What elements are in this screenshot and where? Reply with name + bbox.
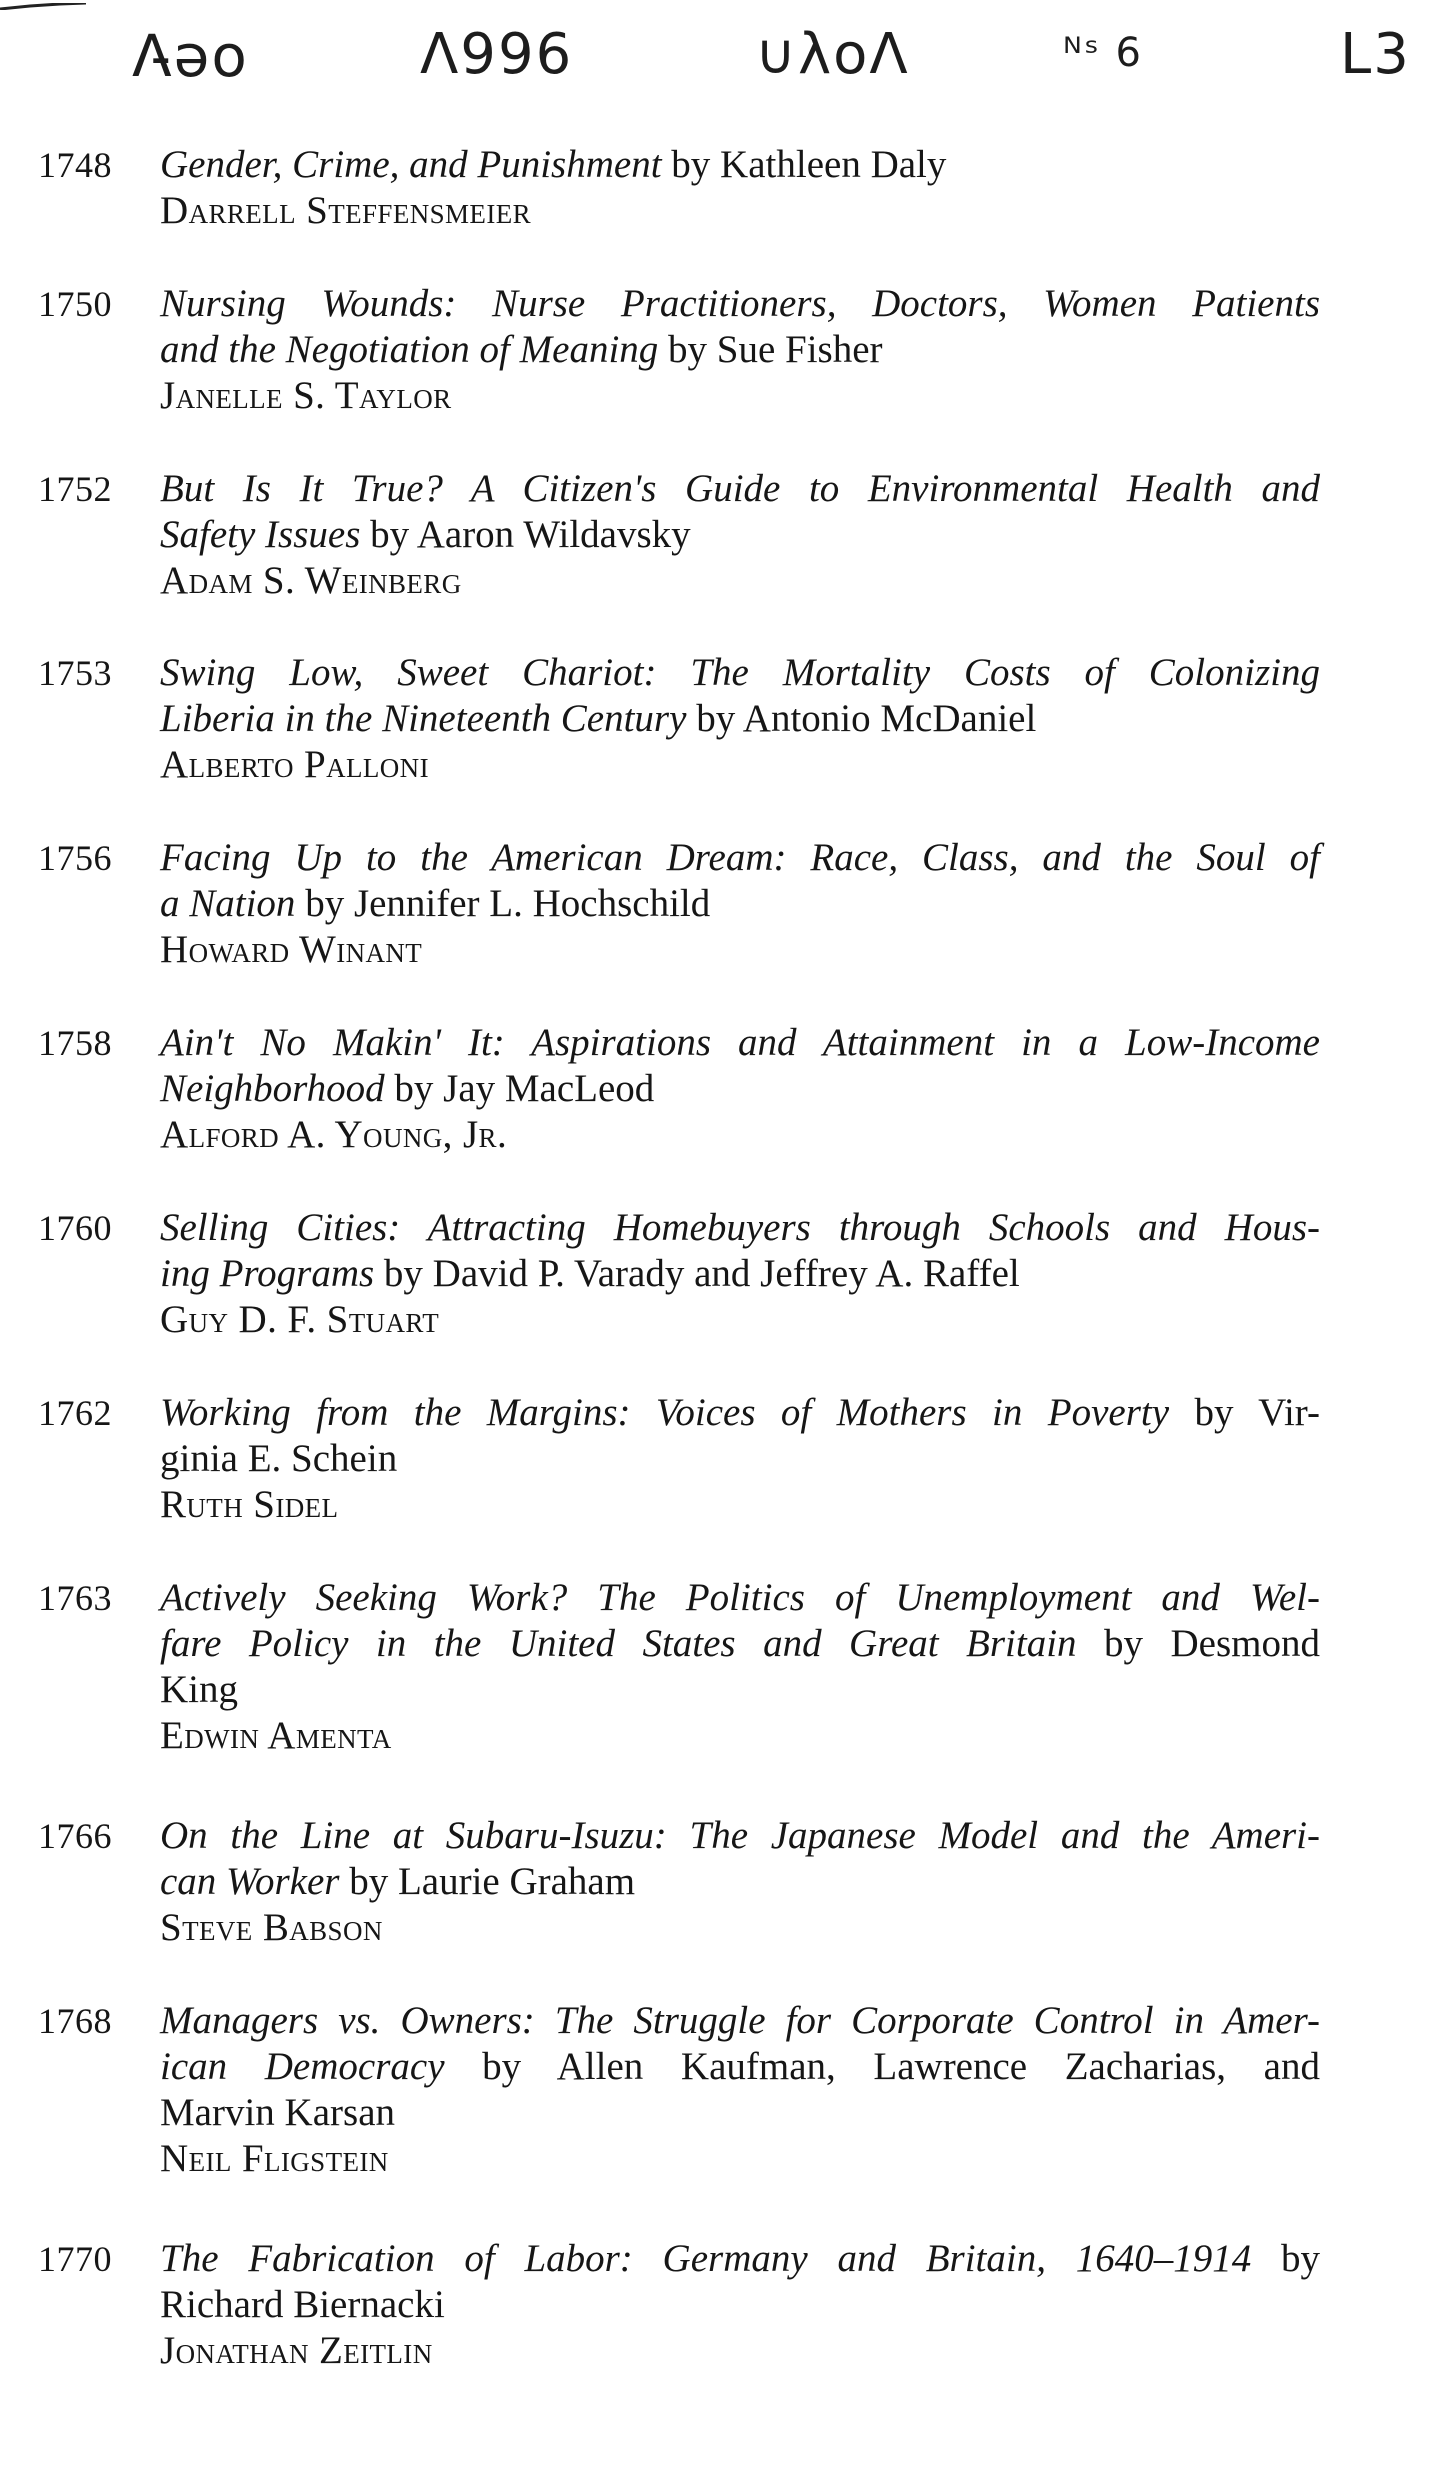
book-title: Managers vs. Owners: The Struggle for Corporate Control in Amer- [160,1999,1320,2042]
citation-line [160,1667,1320,1713]
entry-body [160,1205,1320,1343]
book-title: a Nation [160,882,296,925]
book-title: On the Line at Subaru-Isuzu: The Japanese Model and the Ameri- [160,1814,1320,1857]
citation-line [160,2282,1320,2328]
citation-line [160,835,1320,881]
reviewer-name: Alford A. Young, Jr. [160,1113,508,1156]
reviewer-name: Alberto Palloni [160,743,429,786]
citation-line [160,1436,1320,1482]
citation-line [160,466,1320,512]
citation-line [160,1621,1320,1667]
page-number: 1762 [38,1393,112,1433]
book-title: Neighborhood [160,1067,385,1110]
entry-body [160,835,1320,973]
book-title: Liberia in the Nineteenth Century [160,697,687,740]
citation-line [160,281,1320,327]
entry-body [160,142,1320,234]
entry-body [160,466,1320,604]
book-title: Ain't No Makin' It: Aspirations and Attainment in a Low-Income [160,1021,1320,1064]
book-title: Nursing Wounds: Nurse Practitioners, Doctors, Women Patients [160,282,1320,325]
citation-line [160,2044,1320,2090]
citation-line [160,1813,1320,1859]
citation-line [160,142,1320,188]
page-number: 1758 [38,1023,112,1063]
citation-line [160,512,1320,558]
citation-line [160,1251,1320,1297]
page-number: 1763 [38,1578,112,1618]
book-author: by Kathleen Daly [661,143,947,186]
book-title: But Is It True? A Citizen's Guide to Environmental Health and [160,467,1320,510]
page-number: 1768 [38,2001,112,2041]
citation-line [160,1859,1320,1905]
page-number: 1756 [38,838,112,878]
book-author: by Vir- [1169,1391,1320,1434]
citation-line [160,2090,1320,2136]
book-author: ginia E. Schein [160,1437,398,1480]
citation-line [160,1020,1320,1066]
book-author: by Desmond [1076,1622,1320,1665]
handwritten-note: ᴺˢ 6 [1063,30,1143,76]
reviewer-name: Guy D. F. Stuart [160,1298,440,1341]
book-title: Gender, Crime, and Punishment [160,143,662,186]
book-title: can Worker [160,1860,340,1903]
book-author: by David P. Varady and Jeffrey A. Raffel [374,1252,1020,1295]
entry-body [160,2236,1320,2374]
book-author: by Antonio McDaniel [686,697,1037,740]
book-title: fare Policy in the United States and Great Britain [160,1622,1077,1665]
page-number: 1752 [38,469,112,509]
page-number: 1766 [38,1816,112,1856]
reviewer-name: Ruth Sidel [160,1483,339,1526]
book-author: Richard Biernacki [160,2283,445,2326]
page-number: 1748 [38,145,112,185]
citation-line [160,327,1320,373]
book-author: by Laurie Graham [339,1860,636,1903]
citation-line [160,1066,1320,1112]
book-title: Safety Issues [160,513,361,556]
citation-line [160,696,1320,742]
citation-line [160,1205,1320,1251]
entry-body [160,1998,1320,2182]
book-title: Facing Up to the American Dream: Race, Class, and the Soul of [160,836,1320,879]
reviewer-name: Steve Babson [160,1906,383,1949]
citation-line [160,1575,1320,1621]
entry-body [160,1813,1320,1951]
citation-line [160,2236,1320,2282]
page-number: 1760 [38,1208,112,1248]
book-title: and the Negotiation of Meaning [160,328,659,371]
reviewer-name: Jonathan Zeitlin [160,2329,433,2372]
entry-body [160,281,1320,419]
citation-line [160,1390,1320,1436]
book-author: by Jay MacLeod [384,1067,655,1110]
reviewer-name: Darrell Steffensmeier [160,189,532,232]
book-title: Selling Cities: Attracting Homebuyers through Schools and Hous- [160,1206,1320,1249]
entry-body [160,650,1320,788]
book-title: Working from the Margins: Voices of Mothers in Poverty [160,1391,1170,1434]
book-author: by Sue Fisher [658,328,883,371]
reviewer-name: Neil Fligstein [160,2137,389,2180]
citation-line [160,1998,1320,2044]
book-author: by Aaron Wildavsky [360,513,691,556]
book-author: by [1251,2237,1321,2280]
book-author: by Jennifer L. Hochschild [295,882,711,925]
book-title: The Fabrication of Labor: Germany and Britain, 1640–1914 [160,2237,1252,2280]
reviewer-name: Adam S. Weinberg [160,559,462,602]
reviewer-name: Edwin Amenta [160,1714,392,1757]
book-title: Swing Low, Sweet Chariot: The Mortality Costs of Colonizing [160,651,1320,694]
handwritten-note: ∪λoΛ [755,22,910,87]
entry-body [160,1575,1320,1759]
page-number: 1750 [38,284,112,324]
book-title: ican Democracy [160,2045,445,2088]
handwritten-note: Λ996 [420,22,574,87]
entry-body [160,1020,1320,1158]
entry-body [160,1390,1320,1528]
page-number: 1753 [38,653,112,693]
handwritten-note: L3 [1340,22,1411,87]
page-number: 1770 [38,2239,112,2279]
citation-line [160,650,1320,696]
book-author: by Allen Kaufman, Lawrence Zacharias, and [444,2045,1320,2088]
reviewer-name: Howard Winant [160,928,423,971]
reviewer-name: Janelle S. Taylor [160,374,452,417]
handwritten-note: Λ̵ǝo [132,22,249,90]
book-title: ing Programs [160,1252,375,1295]
book-title: Actively Seeking Work? The Politics of Unemployment and Wel- [160,1576,1320,1619]
book-author: Marvin Karsan [160,2091,396,2134]
book-author: King [160,1668,238,1711]
citation-line [160,881,1320,927]
